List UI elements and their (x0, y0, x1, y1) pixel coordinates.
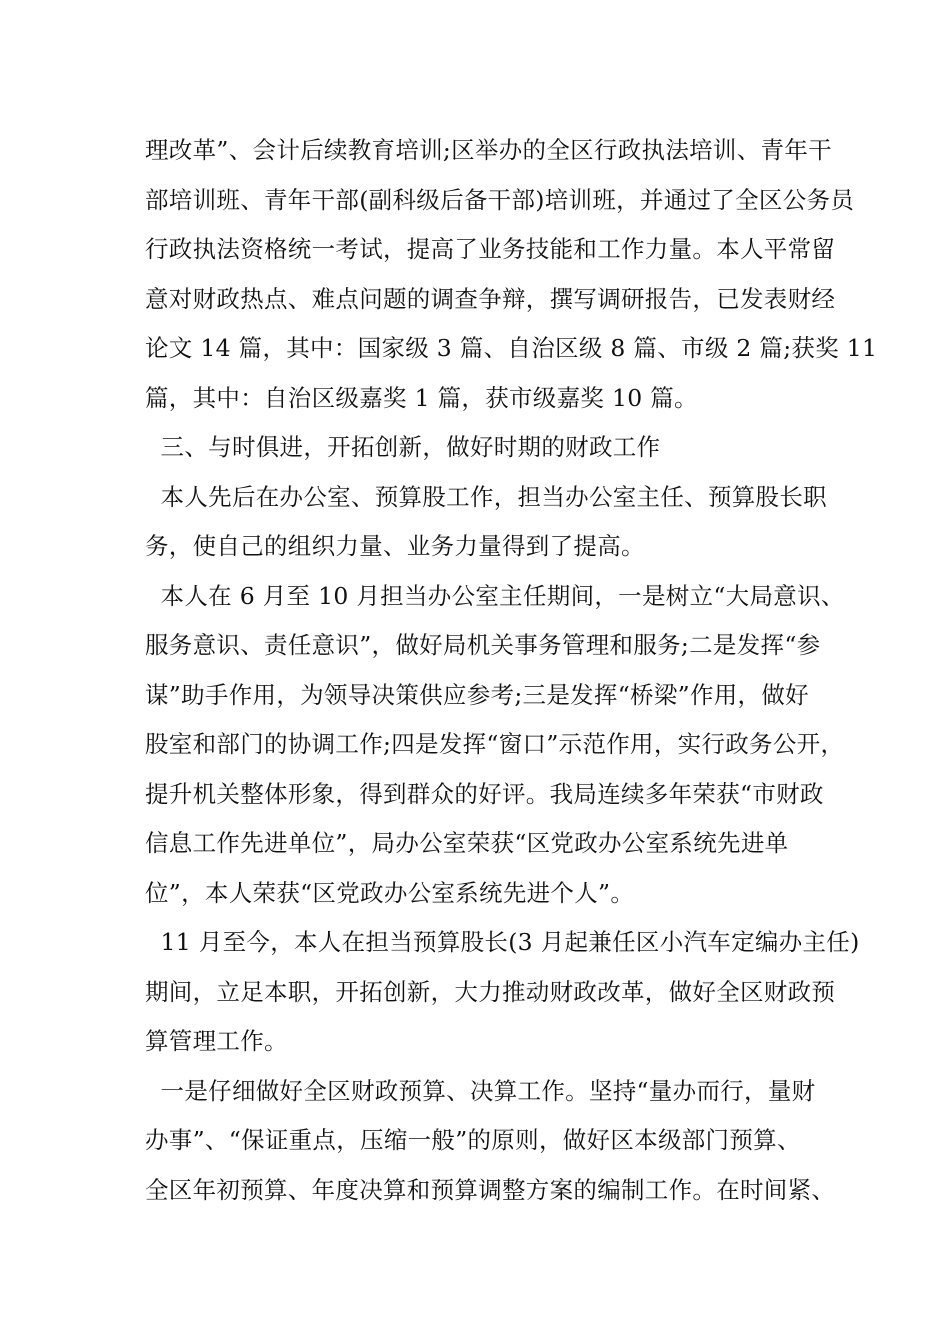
text-line: 算管理工作。 (145, 1027, 288, 1055)
text-line: 股室和部门的协调工作;四是发挥“窗口”示范作用，实行政务公开， (145, 730, 845, 758)
text-line: 服务意识、责任意识”，做好局机关事务管理和服务;二是发挥“参 (145, 631, 821, 659)
text-line: 期间，立足本职，开拓创新，大力推动财政改革，做好全区财政预 (145, 977, 836, 1006)
text-line: 信息工作先进单位”，局办公室荣获“区党政办公室系统先进单 (145, 829, 789, 857)
text-line: 本人先后在办公室、预算股工作，担当办公室主任、预算股长职 (145, 482, 827, 511)
text-line: 办事”、“保证重点，压缩一般”的原则，做好区本级部门预算、 (145, 1126, 801, 1154)
text-line: 篇，其中：自治区级嘉奖 1 篇，获市级嘉奖 10 篇。 (145, 383, 698, 412)
text-line: 11 月至今，本人在担当预算股长(3 月起兼任区小汽车定编办主任) (145, 928, 860, 956)
text-line: 位”，本人荣获“区党政办公室系统先进个人”。 (145, 878, 635, 907)
text-line: 谋”助手作用，为领导决策供应参考;三是发挥“桥梁”作用，做好 (145, 680, 809, 709)
section-heading: 三、与时俱进，开拓创新，做好时期的财政工作 (145, 433, 661, 461)
document-body (145, 126, 878, 1215)
text-line: 理改革”、会计后续教育培训;区举办的全区行政执法培训、青年干 (145, 136, 832, 164)
text-line: 一是仔细做好全区财政预算、决算工作。坚持“量办而行，量财 (145, 1076, 816, 1105)
text-line: 全区年初预算、年度决算和预算调整方案的编制工作。在时间紧、 (145, 1175, 836, 1204)
text-line: 行政执法资格统一考试，提高了业务技能和工作力量。本人平常留 (145, 235, 836, 263)
text-line: 务，使自己的组织力量、业务力量得到了提高。 (145, 532, 645, 560)
text-line: 本人在 6 月至 10 月担当办公室主任期间，一是树立“大局意识、 (145, 581, 845, 610)
text-line: 部培训班、青年干部(副科级后备干部)培训班，并通过了全区公务员 (145, 185, 855, 214)
text-line: 论文 14 篇，其中：国家级 3 篇、自治区级 8 篇、市级 2 篇;获奖 11 (145, 334, 878, 362)
text-line: 意对财政热点、难点问题的调查争辩，撰写调研报告，已发表财经 (145, 284, 836, 313)
text-line: 提升机关整体形象，得到群众的好评。我局连续多年荣获“市财政 (145, 779, 824, 808)
